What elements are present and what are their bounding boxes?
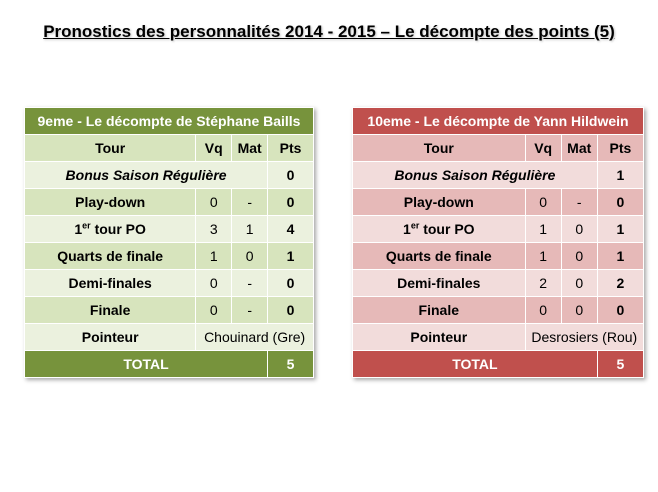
table-row bbox=[353, 297, 644, 324]
table-row bbox=[25, 297, 314, 324]
row-pts: 0 bbox=[268, 270, 314, 297]
row-label: Quarts de finale bbox=[25, 243, 196, 270]
row-label-text: tour PO bbox=[94, 221, 146, 237]
row-mat: 0 bbox=[561, 243, 597, 270]
row-mat: 0 bbox=[561, 270, 597, 297]
row-label: Quarts de finale bbox=[353, 243, 526, 270]
row-vq: 1 bbox=[196, 243, 232, 270]
table-row bbox=[25, 270, 314, 297]
row-label-prefix: 1 bbox=[403, 221, 411, 237]
pointeur-value: Desrosiers (Rou) bbox=[525, 324, 643, 351]
row-label-sup: er bbox=[410, 220, 420, 231]
row-mat: 0 bbox=[561, 216, 597, 243]
header-mat: Mat bbox=[561, 135, 597, 162]
row-label bbox=[25, 216, 196, 243]
row-pts: 4 bbox=[268, 216, 314, 243]
total-label: TOTAL bbox=[25, 351, 268, 378]
table-row bbox=[353, 243, 644, 270]
pointeur-value: Chouinard (Gre) bbox=[196, 324, 314, 351]
table-row bbox=[353, 189, 644, 216]
row-label: Demi-finales bbox=[25, 270, 196, 297]
row-vq: 0 bbox=[525, 189, 561, 216]
row-vq: 0 bbox=[525, 297, 561, 324]
bonus-pts: 1 bbox=[597, 162, 643, 189]
row-label: Finale bbox=[25, 297, 196, 324]
row-vq: 3 bbox=[196, 216, 232, 243]
table-row bbox=[353, 216, 644, 243]
header-pts: Pts bbox=[268, 135, 314, 162]
score-table-baills bbox=[24, 107, 314, 378]
table-caption: 10eme - Le décompte de Yann Hildwein bbox=[353, 108, 644, 135]
row-mat: - bbox=[232, 189, 268, 216]
row-vq: 1 bbox=[525, 243, 561, 270]
header-tour: Tour bbox=[25, 135, 196, 162]
row-pts: 0 bbox=[268, 189, 314, 216]
row-label-sup: er bbox=[82, 220, 91, 231]
header-mat: Mat bbox=[232, 135, 268, 162]
bonus-label: Bonus Saison Régulière bbox=[353, 162, 598, 189]
score-table-hildwein bbox=[352, 107, 644, 378]
row-mat: 0 bbox=[232, 243, 268, 270]
total-label: TOTAL bbox=[353, 351, 598, 378]
table-row bbox=[25, 243, 314, 270]
row-mat: - bbox=[232, 270, 268, 297]
row-mat: 1 bbox=[232, 216, 268, 243]
bonus-pts: 0 bbox=[268, 162, 314, 189]
row-label-text: tour PO bbox=[423, 221, 475, 237]
total-value: 5 bbox=[597, 351, 643, 378]
row-pts: 0 bbox=[268, 297, 314, 324]
row-vq: 0 bbox=[196, 297, 232, 324]
row-label: Finale bbox=[353, 297, 526, 324]
row-vq: 0 bbox=[196, 270, 232, 297]
header-pts: Pts bbox=[597, 135, 643, 162]
page-title: Pronostics des personnalités 2014 - 2015 – Le décompte des points (5) bbox=[43, 22, 615, 41]
row-vq: 1 bbox=[525, 216, 561, 243]
row-label bbox=[353, 216, 526, 243]
row-pts: 1 bbox=[597, 216, 643, 243]
row-label-prefix: 1 bbox=[74, 221, 83, 237]
bonus-label: Bonus Saison Régulière bbox=[25, 162, 268, 189]
header-vq: Vq bbox=[525, 135, 561, 162]
pointeur-label: Pointeur bbox=[353, 324, 526, 351]
row-label: Demi-finales bbox=[353, 270, 526, 297]
row-pts: 2 bbox=[597, 270, 643, 297]
row-pts: 0 bbox=[597, 297, 643, 324]
row-pts: 1 bbox=[597, 243, 643, 270]
row-mat: - bbox=[561, 189, 597, 216]
pointeur-label: Pointeur bbox=[25, 324, 196, 351]
table-row bbox=[25, 189, 314, 216]
row-vq: 0 bbox=[196, 189, 232, 216]
row-mat: 0 bbox=[561, 297, 597, 324]
row-label: Play-down bbox=[25, 189, 196, 216]
row-pts: 1 bbox=[268, 243, 314, 270]
table-row bbox=[25, 216, 314, 243]
table-caption: 9eme - Le décompte de Stéphane Baills bbox=[25, 108, 314, 135]
row-mat: - bbox=[232, 297, 268, 324]
table-row bbox=[353, 270, 644, 297]
row-label: Play-down bbox=[353, 189, 526, 216]
row-vq: 2 bbox=[525, 270, 561, 297]
total-value: 5 bbox=[268, 351, 314, 378]
row-pts: 0 bbox=[597, 189, 643, 216]
header-tour: Tour bbox=[353, 135, 526, 162]
header-vq: Vq bbox=[196, 135, 232, 162]
